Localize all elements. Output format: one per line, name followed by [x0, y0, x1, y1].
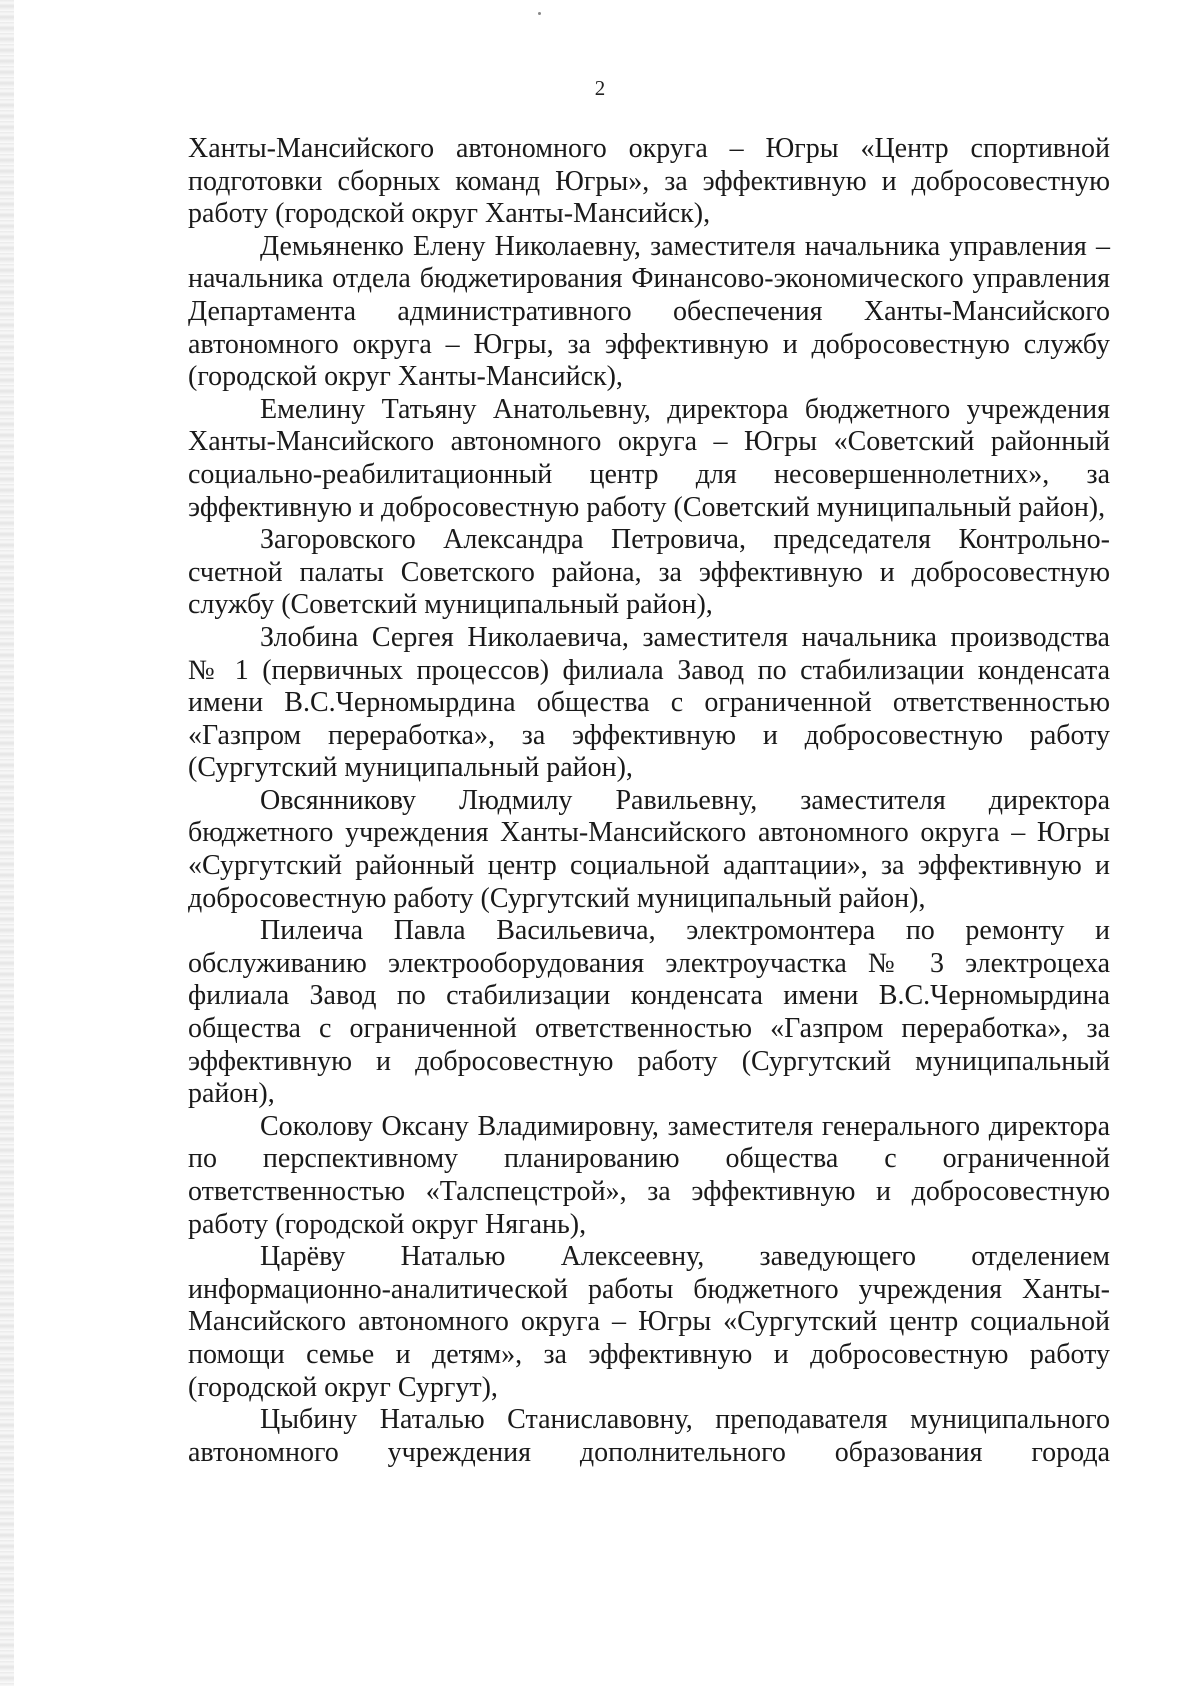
scan-edge [0, 0, 14, 1686]
page-number: 2 [594, 76, 606, 100]
paragraph-sokolova: Соколову Оксану Владимировну, заместителя генерального директора по перспективному планированию общества с ограниченной ответственностью «Талспецстрой», за эффективную и добросовестную работу (городской округ Нягань), [188, 1110, 1110, 1240]
paragraph-pileich: Пилеича Павла Васильевича, электромонтера по ремонту и обслуживанию электрооборудования электроучастка № 3 электроцеха филиала Завод по стабилизации конденсата имени В.С.Черномырдина общества с ограниченной ответственностью «Газпром переработка», за эффективную и добросовестную работу (Сургутский муниципальный район), [188, 915, 1110, 1110]
paragraph-zagorovsky: Загоровского Александра Петровича, председателя Контрольно-счетной палаты Советского района, за эффективную и добросовестную службу (Советский муниципальный район), [188, 524, 1110, 621]
paragraph-demyanenko: Демьяненко Елену Николаевну, заместителя начальника управления – начальника отдела бюджетирования Финансово-экономического управления Департамента административного обеспечения Ханты-Мансийского автономного округа – Югры, за эффективную и добросовестную службу (городской округ Ханты-Мансийск), [188, 230, 1110, 393]
paragraph-tsaryova: Царёву Наталью Алексеевну, заведующего отделением информационно-аналитической работы бюджетного учреждения Ханты-Мансийского автономного округа – Югры «Сургутский центр социальной помощи семье и детям», за эффективную и добросовестную работу (городской округ Сургут), [188, 1241, 1110, 1403]
document-body [188, 133, 1110, 1469]
paragraph-emelina: Емелину Татьяну Анатольевну, директора бюджетного учреждения Ханты-Мансийского автономного округа – Югры «Советский районный социально-реабилитационный центр для несовершеннолетних», за эффективную и добросовестную работу (Советский муниципальный район), [188, 393, 1110, 523]
scan-speck [538, 12, 541, 15]
paragraph-ovsyannikova: Овсянникову Людмилу Равильевну, заместителя директора бюджетного учреждения Ханты-Мансийского автономного округа – Югры «Сургутский районный центр социальной адаптации», за эффективную и добросовестную работу (Сургутский муниципальный район), [188, 784, 1110, 914]
paragraph-zlobin: Злобина Сергея Николаевича, заместителя начальника производства № 1 (первичных процессов) филиала Завод по стабилизации конденсата имени В.С.Черномырдина общества с ограниченной ответственностью «Газпром переработка», за эффективную и добросовестную работу (Сургутский муниципальный район), [188, 621, 1110, 784]
paragraph-continuation: Ханты-Мансийского автономного округа – Югры «Центр спортивной подготовки сборных команд Югры», за эффективную и добросовестную работу (городской округ Ханты-Мансийск), [188, 133, 1110, 230]
paragraph-tsybina: Цыбину Наталью Станиславовну, преподавателя муниципального автономного учреждения дополнительного образования города [188, 1404, 1110, 1468]
